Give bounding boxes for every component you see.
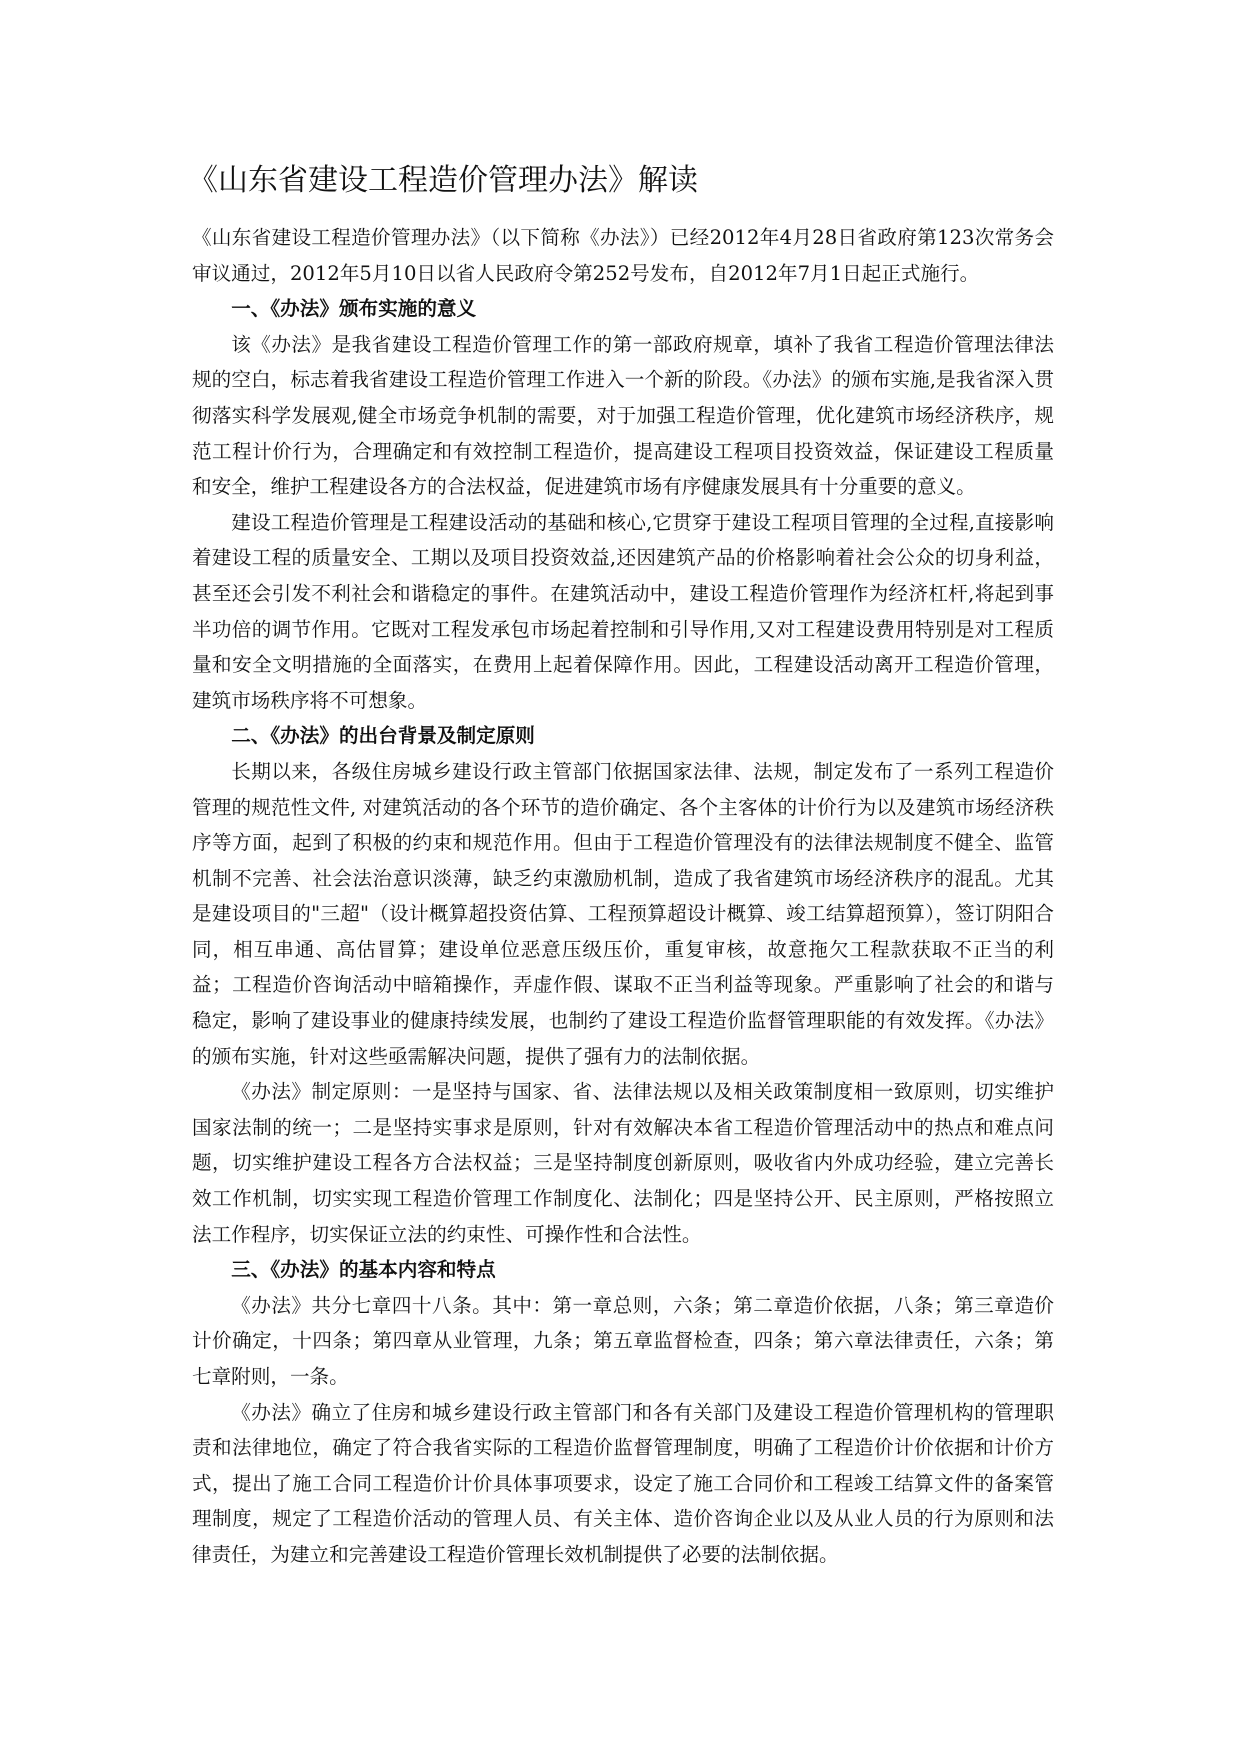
section-paragraph: 《办法》确立了住房和城乡建设行政主管部门和各有关部门及建设工程造价管理机构的管理职责和法律地位，确定了符合我省实际的工程造价监督管理制度，明确了工程造价计价依据和计价方式，提出了施工合同工程造价计价具体事项要求，设定了施工合同价和工程竣工结算文件的备案管理制度，规定了工程造价活动的管理人员、有关主体、造价咨询企业以及从业人员的行为原则和法律责任，为建立和完善建设工程造价管理长效机制提供了必要的法制依据。 xyxy=(192,1400,1054,1566)
section-paragraph: 建设工程造价管理是工程建设活动的基础和核心,它贯穿于建设工程项目管理的全过程,直接影响着建设工程的质量安全、工期以及项目投资效益,还因建筑产品的价格影响着社会公众的切身利益，甚至还会引发不利社会和谐稳定的事件。在建筑活动中，建设工程造价管理作为经济杠杆,将起到事半功倍的调节作用。它既对工程发承包市场起着控制和引导作用,又对工程建设费用特别是对工程质量和安全文明措施的全面落实，在费用上起着保障作用。因此，工程建设活动离开工程造价管理，建筑市场秩序将不可想象。 xyxy=(192,510,1054,712)
section-paragraph: 《办法》共分七章四十八条。其中：第一章总则，六条；第二章造价依据，八条；第三章造价计价确定，十四条；第四章从业管理，九条；第五章监督检查，四条；第六章法律责任，六条；第七章附则，一条。 xyxy=(192,1293,1054,1388)
section-heading: 三、《办法》的基本内容和特点 xyxy=(231,1258,496,1282)
section-paragraph: 长期以来，各级住房城乡建设行政主管部门依据国家法律、法规，制定发布了一系列工程造价管理的规范性文件, 对建筑活动的各个环节的造价确定、各个主客体的计价行为以及建筑市场经济秩序等方面，起到了积极的约束和规范作用。但由于工程造价管理没有的法律法规制度不健全、监管机制不完善、社会法治意识淡薄，缺乏约束激励机制，造成了我省建筑市场经济秩序的混乱。尤其是建设项目的"三超"（设计概算超投资估算、工程预算超设计概算、竣工结算超预算），签订阴阳合同，相互串通、高估冒算；建设单位恶意压级压价，重复审核，故意拖欠工程款获取不正当的利益；工程造价咨询活动中暗箱操作，弄虚作假、谋取不正当利益等现象。严重影响了社会的和谐与稳定，影响了建设事业的健康持续发展，也制约了建设工程造价监督管理职能的有效发挥。《办法》的颁布实施，针对这些亟需解决问题，提供了强有力的法制依据。 xyxy=(192,759,1054,1068)
section-3 xyxy=(192,1252,1054,1572)
section-paragraph: 该《办法》是我省建设工程造价管理工作的第一部政府规章，填补了我省工程造价管理法律法规的空白，标志着我省建设工程造价管理工作进入一个新的阶段。《办法》的颁布实施,是我省深入贯彻落实科学发展观,健全市场竞争机制的需要，对于加强工程造价管理，优化建筑市场经济秩序，规范工程计价行为，合理确定和有效控制工程造价，提高建设工程项目投资效益，保证建设工程质量和安全，维护工程建设各方的合法权益，促进建筑市场有序健康发展具有十分重要的意义。 xyxy=(192,332,1054,499)
section-heading: 一、《办法》颁布实施的意义 xyxy=(231,297,477,321)
section-heading: 二、《办法》的出台背景及制定原则 xyxy=(231,724,535,748)
document-page xyxy=(188,158,1054,1573)
document-title: 《山东省建设工程造价管理办法》解读 xyxy=(188,163,698,198)
intro-paragraph: 《山东省建设工程造价管理办法》（以下简称《办法》）已经2012年4月28日省政府第123次常务会审议通过，2012年5月10日以省人民政府令第252号发布，自2012年7月1日起正式施行。 xyxy=(192,226,1054,285)
section-2 xyxy=(192,718,1054,1252)
section-paragraph: 《办法》制定原则：一是坚持与国家、省、法律法规以及相关政策制度相一致原则，切实维护国家法制的统一；二是坚持实事求是原则，针对有效解决本省工程造价管理活动中的热点和难点问题，切实维护建设工程各方合法权益；三是坚持制度创新原则，吸收省内外成功经验，建立完善长效工作机制，切实实现工程造价管理工作制度化、法制化；四是坚持公开、民主原则，严格按照立法工作程序，切实保证立法的约束性、可操作性和合法性。 xyxy=(192,1080,1054,1246)
section-1 xyxy=(192,291,1054,718)
